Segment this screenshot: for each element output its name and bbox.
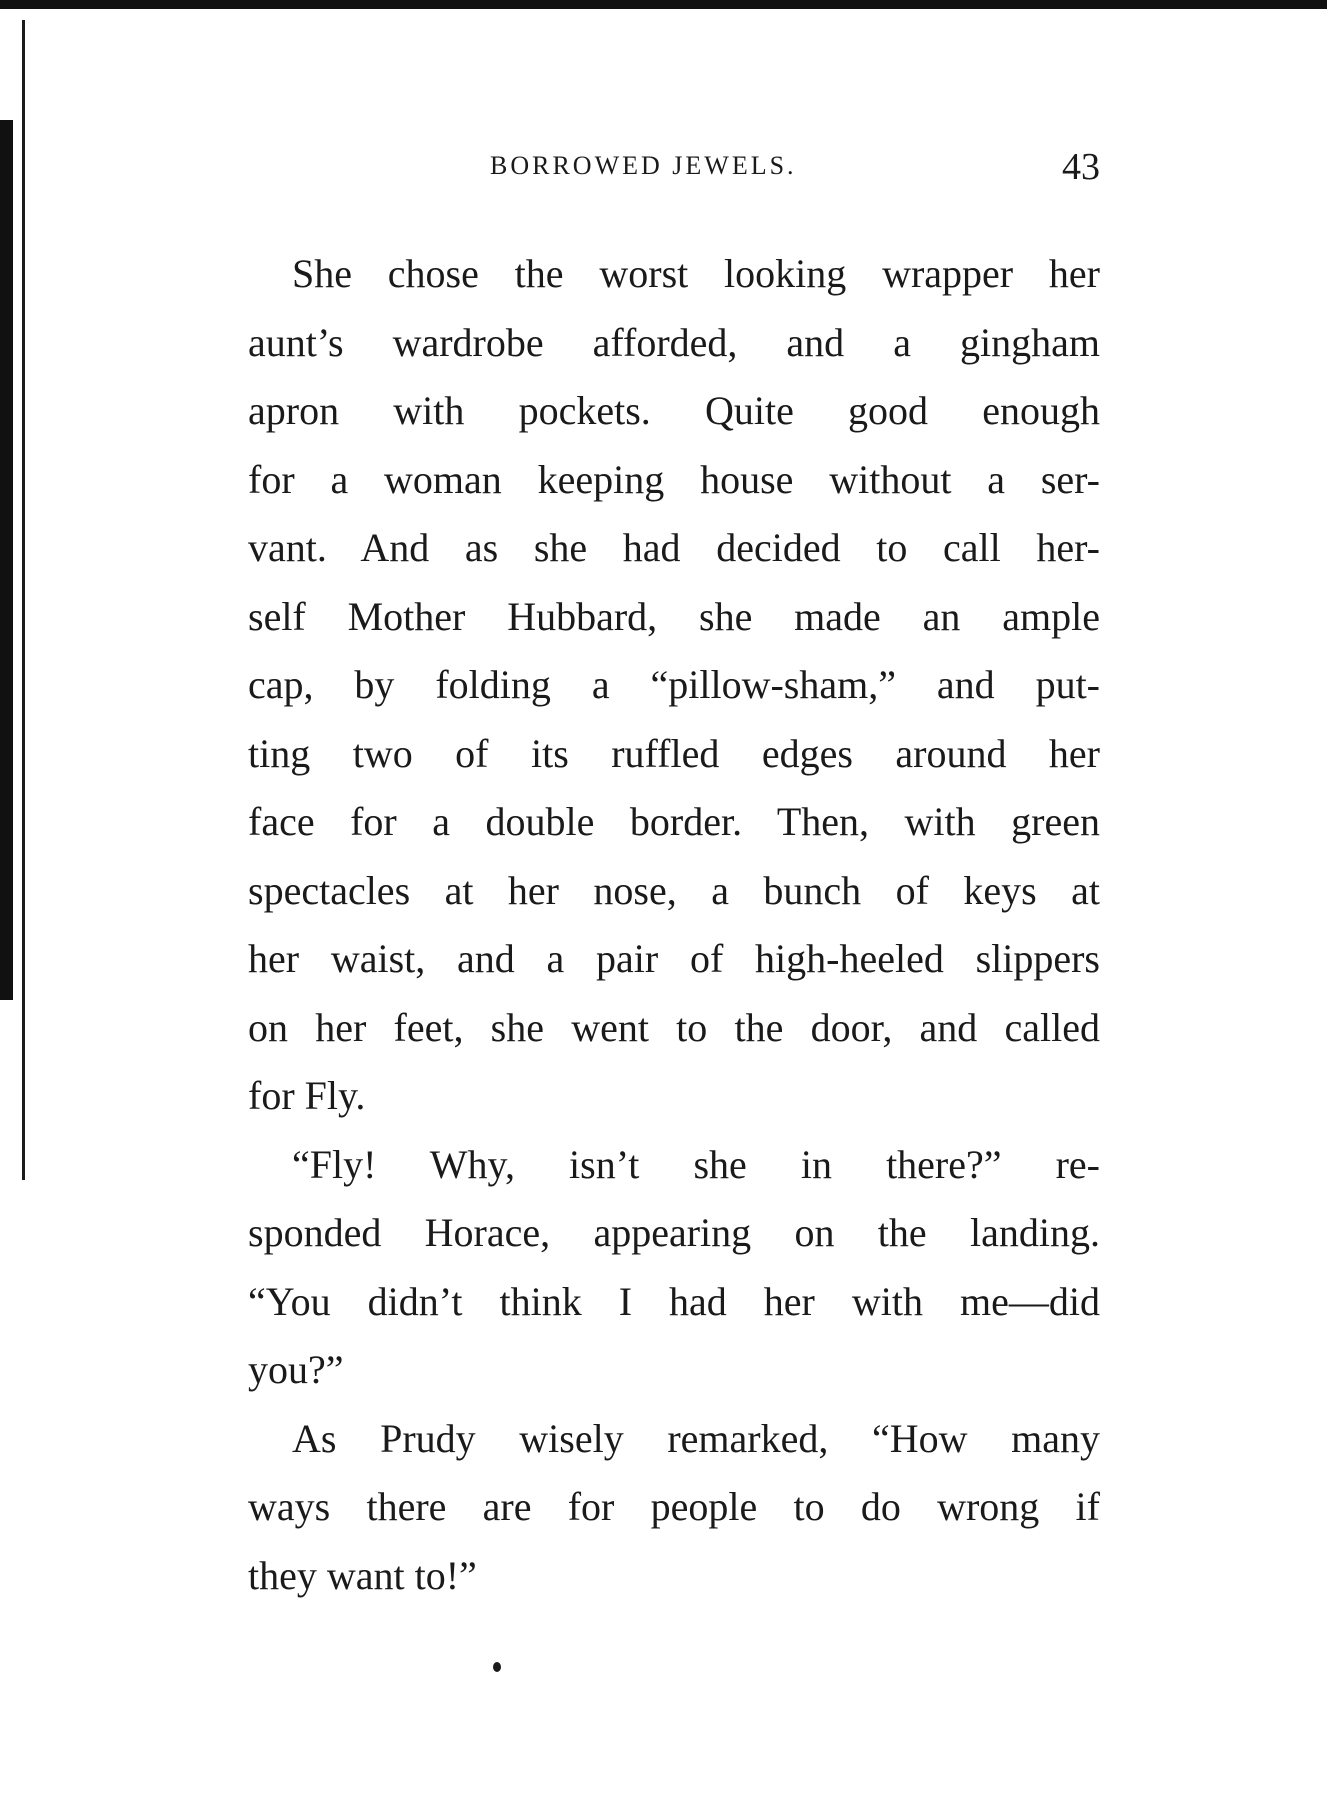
text-line: ways there are for people to do wrong if [248, 1484, 1100, 1529]
text-line: sponded Horace, appearing on the landing. [248, 1210, 1100, 1255]
ink-spot [493, 1662, 501, 1672]
text-line: apron with pockets. Quite good enough [248, 388, 1100, 433]
text-line: face for a double border. Then, with green [248, 799, 1100, 844]
running-head: BORROWED JEWELS. [490, 151, 797, 180]
text-line: cap, by folding a “pillow-sham,” and put- [248, 662, 1100, 707]
page-number: 43 [1062, 146, 1100, 188]
text-line: they want to!” [248, 1552, 477, 1598]
page-header [490, 145, 1100, 195]
text-line: “Fly! Why, isn’t she in there?” re- [292, 1141, 1100, 1187]
text-line: self Mother Hubbard, she made an ample [248, 593, 1100, 639]
text-line: her waist, and a pair of high-heeled slippers [248, 936, 1100, 981]
text-line: ting two of its ruffled edges around her [248, 730, 1100, 776]
text-line: She chose the worst looking wrapper her [292, 251, 1100, 296]
scan-top-edge [0, 0, 1327, 9]
text-line: spectacles at her nose, a bunch of keys at [248, 867, 1100, 913]
text-line: aunt’s wardrobe afforded, and a gingham [248, 319, 1100, 365]
scan-binding-line [22, 20, 25, 1180]
text-line: on her feet, she went to the door, and called [248, 1004, 1100, 1050]
text-line: As Prudy wisely remarked, “How many [292, 1415, 1100, 1461]
text-line: vant. And as she had decided to call her- [248, 525, 1100, 570]
text-line: you?” [248, 1347, 344, 1392]
scan-left-edge [0, 120, 13, 1000]
text-line: for Fly. [248, 1073, 366, 1118]
text-line: for a woman keeping house without a ser- [248, 456, 1100, 502]
body-text [248, 240, 1100, 1610]
text-line: “You didn’t think I had her with me—did [248, 1278, 1100, 1324]
